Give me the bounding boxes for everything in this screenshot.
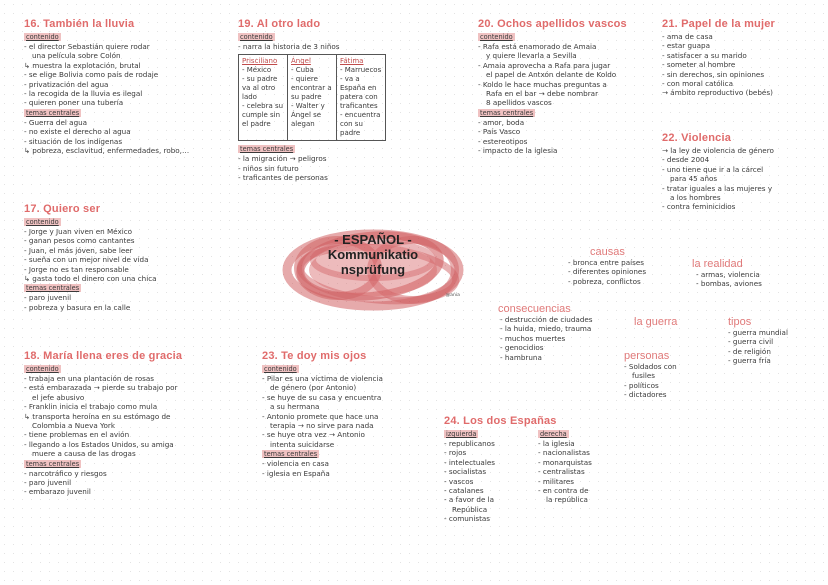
section-title: 20. Ochos apellidos vascos bbox=[478, 18, 627, 30]
section-title: 19. Al otro lado bbox=[238, 18, 321, 30]
list-item: - sin derechos, sin opiniones bbox=[662, 69, 765, 79]
list-item: - con moral católica bbox=[662, 79, 734, 89]
list-item: - paro juvenil bbox=[24, 478, 72, 488]
list-item: - privatización del agua bbox=[24, 79, 109, 89]
themes-list bbox=[24, 293, 224, 312]
table-column bbox=[337, 55, 386, 141]
section-17 bbox=[24, 203, 224, 312]
themes-tag: temas centrales bbox=[26, 284, 80, 293]
list-item: - Juan, el más jóven, sabe leer bbox=[24, 245, 133, 255]
table-cell-item: - su padre va al otro lado bbox=[242, 75, 278, 102]
section-title: 24. Los dos Españas bbox=[444, 415, 557, 427]
list-item: - Guerra del agua bbox=[24, 117, 88, 127]
personas-list bbox=[624, 362, 714, 400]
list-item: - comunistas bbox=[444, 514, 491, 524]
tipos-list bbox=[728, 328, 823, 366]
list-item: - se huye de su casa y encuentra bbox=[262, 392, 382, 402]
list-item: - tiene problemas en el avión bbox=[24, 430, 130, 440]
themes-tag: temas centrales bbox=[240, 145, 294, 154]
table-cell-item: - va a España en patera con traficantes bbox=[340, 75, 378, 111]
section-title: 22. Violencia bbox=[662, 132, 732, 144]
list-item: ↳ pobreza, esclavitud, enfermedades, robo,… bbox=[24, 146, 190, 156]
tipos-title: tipos bbox=[728, 316, 752, 328]
list-item: - se huye otra vez → Antonio bbox=[262, 430, 365, 440]
list-item: terapia → no sirve para nada bbox=[270, 421, 374, 431]
list-item: - quieren poner una tubería bbox=[24, 98, 124, 108]
content-tag: contenido bbox=[240, 33, 273, 41]
themes-list bbox=[478, 118, 653, 156]
children-table bbox=[238, 54, 386, 141]
content-line: - narra la historia de 3 niños bbox=[238, 42, 340, 51]
list-item: - a favor de la bbox=[444, 495, 495, 505]
right-list bbox=[538, 439, 624, 505]
list-item: 8 apellidos vascos bbox=[486, 98, 552, 108]
consecuencias-group bbox=[498, 303, 628, 362]
table-cell-item: - Cuba bbox=[291, 66, 314, 75]
list-item: - no existe el derecho al agua bbox=[24, 127, 131, 137]
list-item: ↳ gasta todo el dinero con una chica bbox=[24, 274, 157, 284]
themes-list bbox=[262, 459, 442, 478]
list-item: - desde 2004 bbox=[662, 155, 710, 165]
list-item: - iglesia en España bbox=[262, 468, 330, 478]
table-cell-item: - Walter y Ángel se alegan bbox=[291, 102, 325, 129]
list-item: - País Vasco bbox=[478, 127, 521, 137]
left-list bbox=[444, 439, 534, 524]
list-item: - en contra de bbox=[538, 486, 589, 496]
column-name: Fátima bbox=[340, 57, 364, 66]
themes-tag: temas centrales bbox=[480, 108, 534, 117]
section-title: 17. Quiero ser bbox=[24, 203, 101, 215]
list-item: - vascos bbox=[444, 476, 474, 486]
list-item: muere a causa de las drogas bbox=[32, 449, 136, 459]
list-item: a los hombres bbox=[670, 193, 721, 203]
content-tag: contenido bbox=[26, 33, 59, 41]
content-tag: contenido bbox=[264, 365, 297, 373]
list-item: fusiles bbox=[632, 371, 655, 381]
list-item: - de religión bbox=[728, 346, 771, 356]
list-item: a su hermana bbox=[270, 402, 320, 412]
personas-group bbox=[624, 350, 714, 400]
list-item: - socialistas bbox=[444, 467, 487, 477]
list-item: - guerra mundial bbox=[728, 328, 788, 337]
list-item: - bronca entre países bbox=[568, 258, 645, 267]
list-item: - nacionalistas bbox=[538, 448, 590, 458]
list-item: - paro juvenil bbox=[24, 293, 72, 303]
list-item: de género (por Antonio) bbox=[270, 383, 357, 393]
section-16 bbox=[24, 18, 224, 155]
table-cell-item: - celebra su cumple sin el padre bbox=[242, 102, 284, 129]
list-item: - muchos muertes bbox=[500, 333, 566, 343]
section-19 bbox=[238, 18, 453, 183]
tipos-group bbox=[728, 316, 823, 366]
list-item: - pobreza y basura en la calle bbox=[24, 302, 131, 312]
list-item: ↳ transporta heroína en su estómago de bbox=[24, 411, 171, 421]
guerra-group bbox=[634, 316, 714, 328]
list-item: Colombia a Nueva York bbox=[32, 421, 115, 431]
list-item: - guerra fría bbox=[728, 356, 771, 366]
section-20 bbox=[478, 18, 653, 155]
themes-tag: temas centrales bbox=[26, 108, 80, 117]
list-item: República bbox=[452, 504, 488, 514]
list-item: ↳ muestra la explotación, brutal bbox=[24, 60, 141, 70]
themes-tag: temas centrales bbox=[26, 459, 80, 468]
guerra-title: la guerra bbox=[634, 316, 678, 328]
section-title: 21. Papel de la mujer bbox=[662, 18, 776, 30]
list-item: - traficantes de personas bbox=[238, 173, 328, 183]
content-list bbox=[24, 374, 239, 459]
table-cell-item: - encuentra con su padre bbox=[340, 111, 381, 138]
list-item: - niños sin futuro bbox=[238, 163, 299, 173]
section-title: 23. Te doy mis ojos bbox=[262, 350, 367, 362]
section-21 bbox=[662, 18, 822, 98]
list-item: - Franklin inicia el trabajo como mula bbox=[24, 402, 158, 412]
list-item: - genocidios bbox=[500, 343, 544, 353]
list-item: - catalanes bbox=[444, 486, 484, 496]
column-name: Ángel bbox=[291, 57, 311, 66]
list-item: la república bbox=[546, 495, 588, 505]
causas-title: causas bbox=[590, 246, 625, 258]
list-item: - llegando a los Estados Unidos, su amiga bbox=[24, 439, 174, 449]
list-item: el papel de Antxón delante de Koldo bbox=[486, 70, 617, 80]
list-item: - Soldados con bbox=[624, 362, 677, 371]
section-title: 16. También la lluvia bbox=[24, 18, 135, 30]
list-item: - tratar iguales a las mujeres y bbox=[662, 183, 773, 193]
consecuencias-title: consecuencias bbox=[498, 303, 571, 315]
list-item: - guerra civil bbox=[728, 337, 774, 347]
causas-group bbox=[568, 246, 688, 286]
section-22 bbox=[662, 132, 822, 212]
list-item: - situación de los indígenas bbox=[24, 136, 123, 146]
list-item: - pobreza, conflictos bbox=[568, 276, 641, 286]
list-item: una película sobre Colón bbox=[32, 51, 121, 61]
list-item: - sueña con un mejor nivel de vida bbox=[24, 255, 149, 265]
section-24 bbox=[444, 415, 624, 549]
list-item: - Rafa está enamorado de Amaia bbox=[478, 42, 597, 51]
main-title: - ESPAÑOL - Kommunikatio nsprüfung bbox=[327, 232, 419, 277]
list-item: - estereotipos bbox=[478, 136, 528, 146]
list-item: - la iglesia bbox=[538, 439, 575, 448]
list-item: - Antonio promete que hace una bbox=[262, 411, 379, 421]
list-item: para 45 años bbox=[670, 174, 718, 184]
list-item: - diferentes opiniones bbox=[568, 267, 647, 277]
list-item: y quiere llevarla a Sevilla bbox=[486, 51, 577, 61]
content-list bbox=[662, 146, 822, 212]
list-item: - la recogida de la lluvia es ilegal bbox=[24, 89, 143, 99]
title-blob bbox=[278, 220, 468, 320]
list-item: - Jorge no es tan responsable bbox=[24, 264, 129, 274]
content-list bbox=[478, 42, 653, 108]
author-tag: @ania bbox=[445, 293, 460, 298]
list-item: - impacto de la iglesia bbox=[478, 146, 558, 156]
list-item: - armas, violencia bbox=[696, 270, 760, 279]
list-item: - amor, boda bbox=[478, 117, 525, 127]
list-item: - uno tiene que ir a la cárcel bbox=[662, 164, 764, 174]
list-item: - violencia en casa bbox=[262, 459, 329, 469]
themes-list bbox=[24, 118, 224, 156]
list-item: - destrucción de ciudades bbox=[500, 315, 593, 324]
section-23 bbox=[262, 350, 442, 478]
column-name: Prisciliano bbox=[242, 57, 278, 66]
list-item: - intelectuales bbox=[444, 457, 495, 467]
table-cell-item: - Marruecos bbox=[340, 66, 382, 75]
list-item: - está embarazada → pierde su trabajo por bbox=[24, 383, 178, 393]
realidad-group bbox=[692, 258, 802, 289]
consecuencias-list bbox=[500, 315, 628, 362]
list-item: - republicanos bbox=[444, 439, 495, 448]
list-item: Rafa en el bar → debe nombrar bbox=[486, 89, 599, 99]
list-item: - someter al hombre bbox=[662, 60, 736, 70]
list-item: - embarazo juvenil bbox=[24, 487, 91, 497]
list-item: el jefe abusivo bbox=[32, 392, 85, 402]
list-item: - políticos bbox=[624, 380, 659, 390]
list-item: - trabaja en una plantación de rosas bbox=[24, 374, 155, 383]
themes-list bbox=[238, 154, 453, 182]
list-item: - contra feminicidios bbox=[662, 202, 736, 212]
list-item: - la huida, miedo, trauma bbox=[500, 324, 592, 334]
right-tag: derecha bbox=[540, 430, 567, 438]
left-tag: izquierda bbox=[446, 430, 477, 438]
list-item: - estar guapa bbox=[662, 41, 710, 51]
list-item: → ámbito reproductivo (bebés) bbox=[662, 88, 773, 98]
list-item: - la migración → peligros bbox=[238, 154, 327, 164]
list-item: - Amaia aprovecha a Rafa para jugar bbox=[478, 60, 611, 70]
content-list bbox=[262, 374, 442, 449]
list-item: - Jorge y Juan viven en México bbox=[24, 227, 133, 236]
themes-tag: temas centrales bbox=[264, 450, 318, 459]
list-item: - se elige Bolivia como país de rodaje bbox=[24, 70, 159, 80]
list-item: - militares bbox=[538, 476, 575, 486]
personas-title: personas bbox=[624, 350, 670, 362]
realidad-list bbox=[696, 270, 802, 289]
list-item: - ama de casa bbox=[662, 32, 713, 41]
list-item: - Koldo le hace muchas preguntas a bbox=[478, 79, 607, 89]
list-item: - Pilar es una víctima de violencia bbox=[262, 374, 383, 383]
list-item: - ganan pesos como cantantes bbox=[24, 236, 135, 246]
list-item: - satisfacer a su marido bbox=[662, 50, 747, 60]
realidad-title: la realidad bbox=[692, 258, 743, 270]
table-cell-item: - quiere encontrar a su padre bbox=[291, 75, 332, 102]
list-item: - narcotráfico y riesgos bbox=[24, 468, 107, 478]
themes-list bbox=[24, 469, 239, 497]
table-column bbox=[288, 55, 337, 141]
list-item: - rojos bbox=[444, 448, 467, 458]
list-item: → la ley de violencia de género bbox=[662, 146, 774, 155]
causas-list bbox=[568, 258, 688, 286]
content-tag: contenido bbox=[26, 365, 59, 373]
list-item: - dictadores bbox=[624, 390, 667, 400]
content-list bbox=[662, 32, 822, 98]
list-item: - monarquistas bbox=[538, 457, 592, 467]
list-item: - bombas, aviones bbox=[696, 279, 762, 289]
list-item: intenta suicidarse bbox=[270, 439, 335, 449]
table-column bbox=[239, 55, 288, 141]
section-18 bbox=[24, 350, 239, 497]
content-tag: contenido bbox=[26, 218, 59, 226]
list-item: - centralistas bbox=[538, 467, 585, 477]
list-item: - el director Sebastián quiere rodar bbox=[24, 42, 150, 51]
content-tag: contenido bbox=[480, 33, 513, 41]
list-item: - hambruna bbox=[500, 352, 542, 362]
table-cell-item: - México bbox=[242, 66, 272, 75]
content-list bbox=[24, 227, 224, 283]
section-title: 18. María llena eres de gracia bbox=[24, 350, 183, 362]
content-list bbox=[24, 42, 224, 108]
